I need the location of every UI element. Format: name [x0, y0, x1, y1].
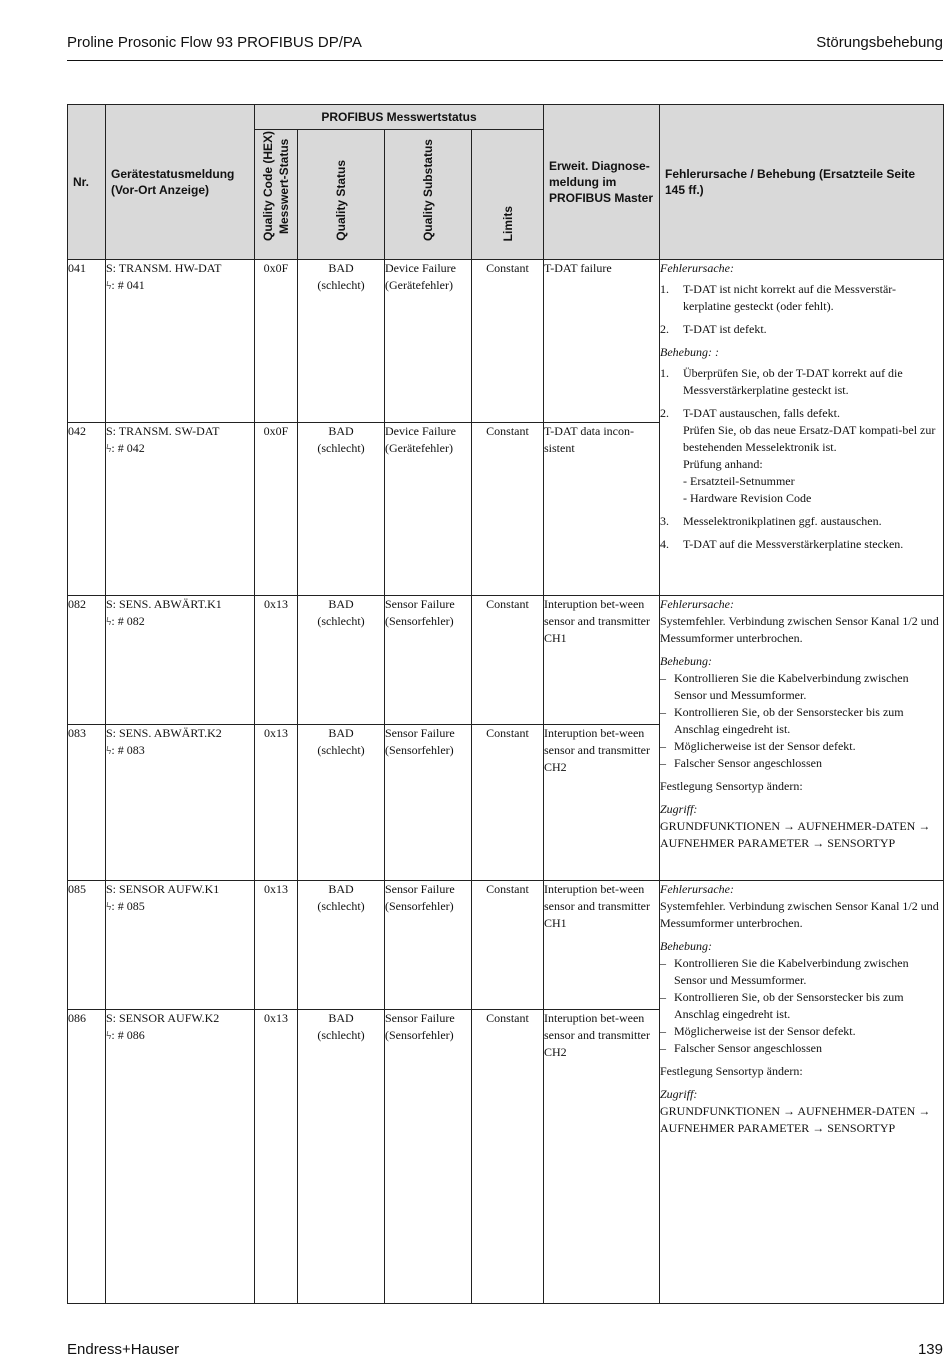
row-quality-substatus: Device Failure (Gerätefehler) [385, 423, 472, 596]
header-title: Proline Prosonic Flow 93 PROFIBUS DP/PA [67, 34, 362, 51]
row-limits: Constant [472, 596, 544, 725]
col-nr: Nr. [68, 105, 106, 260]
row-limits: Constant [472, 881, 544, 1010]
row-diagnosis: Interuption bet-ween sensor and transmitter CH1 [544, 881, 660, 1010]
cause-remedy-sensor-downstream: Fehlerursache: Systemfehler. Verbindung zwischen Sensor Kanal 1/2 und Messumformer unterbrochen. Behebung: – Kontrollieren Sie die Kabelverbindung zwischen Sensor und Messumformer. – Kontrollieren Sie, ob der Sensorstecker bis zum Anschlag eingedreht ist. – Möglicherweise ist der Sensor defekt. – Falscher Sensor angeschlossen Festlegung Sensortyp ändern: Zugriff: GRUNDFUNKTIONEN → AUFNEHMER-DATEN → AUFNEHMER PARAMETER → SENSORTYP [660, 596, 944, 881]
footer-brand: Endress+Hauser [67, 1341, 180, 1358]
row-quality-code: 0x13 [255, 596, 298, 725]
row-nr: 041 [68, 260, 106, 423]
row-nr: 082 [68, 596, 106, 725]
row-diagnosis: Interuption bet-ween sensor and transmitter CH2 [544, 1010, 660, 1304]
row-quality-code: 0x0F [255, 260, 298, 423]
row-limits: Constant [472, 260, 544, 423]
col-quality-substatus: Quality Substatus [385, 130, 472, 260]
row-quality-status: BAD (schlecht) [298, 1010, 385, 1304]
row-quality-code: 0x13 [255, 725, 298, 881]
row-message: S: SENSOR AUFW.K2 ϟ: # 086 [106, 1010, 255, 1304]
col-quality-status: Quality Status [298, 130, 385, 260]
col-diagnosis: Erweit. Diagnose-meldung im PROFIBUS Master [544, 105, 660, 260]
row-quality-status: BAD (schlecht) [298, 596, 385, 725]
row-quality-code: 0x0F [255, 423, 298, 596]
cause-remedy-sensor-upstream: Fehlerursache: Systemfehler. Verbindung zwischen Sensor Kanal 1/2 und Messumformer unterbrochen. Behebung: – Kontrollieren Sie die Kabelverbindung zwischen Sensor und Messumformer. – Kontrollieren Sie, ob der Sensorstecker bis zum Anschlag eingedreht ist. – Möglicherweise ist der Sensor defekt. – Falscher Sensor angeschlossen Festlegung Sensortyp ändern: Zugriff: GRUNDFUNKTIONEN → AUFNEHMER-DATEN → AUFNEHMER PARAMETER → SENSORTYP [660, 881, 944, 1304]
table-row [68, 881, 944, 1010]
row-diagnosis: T-DAT failure [544, 260, 660, 423]
row-limits: Constant [472, 423, 544, 596]
row-message: S: SENSOR AUFW.K1 ϟ: # 085 [106, 881, 255, 1010]
row-nr: 083 [68, 725, 106, 881]
row-message: S: SENS. ABWÄRT.K1 ϟ: # 082 [106, 596, 255, 725]
row-diagnosis: Interuption bet-ween sensor and transmitter CH2 [544, 725, 660, 881]
row-nr: 085 [68, 881, 106, 1010]
row-quality-substatus: Sensor Failure (Sensorfehler) [385, 881, 472, 1010]
row-quality-substatus: Device Failure (Gerätefehler) [385, 260, 472, 423]
row-quality-code: 0x13 [255, 1010, 298, 1304]
row-nr: 086 [68, 1010, 106, 1304]
row-message: S: SENS. ABWÄRT.K2 ϟ: # 083 [106, 725, 255, 881]
row-message: S: TRANSM. HW-DAT ϟ: # 041 [106, 260, 255, 423]
row-quality-substatus: Sensor Failure (Sensorfehler) [385, 1010, 472, 1304]
cause-remedy-tdat: Fehlerursache: 1. T-DAT ist nicht korrekt auf die Messverstär-kerplatine gesteckt (oder fehlt). 2. T-DAT ist defekt. Behebung: : 1. Überprüfen Sie, ob der T-DAT korrekt auf die Messverstärkerplatine gesteckt ist. 2. T-DAT austauschen, falls defekt. Prüfen Sie, ob das neue Ersatz-DAT kompati-bel zur bestehenden Messelektronik ist. Prüfung anhand: - Ersatzteil-Setnummer - Hardware Revision Code 3. Messelektronikplatinen ggf. austauschen. 4. T-DAT auf die Messverstärkerplatine stecken. [660, 260, 944, 596]
table-row [68, 260, 944, 423]
col-message: Gerätestatusmeldung (Vor-Ort Anzeige) [106, 105, 255, 260]
col-quality-code: Quality Code (HEX) Messwert-Status [255, 130, 298, 260]
row-quality-status: BAD (schlecht) [298, 881, 385, 1010]
row-diagnosis: Interuption bet-ween sensor and transmitter CH1 [544, 596, 660, 725]
row-quality-status: BAD (schlecht) [298, 260, 385, 423]
page-number: 139 [917, 1341, 943, 1358]
col-cause: Fehlerursache / Behebung (Ersatzteile Seite 145 ff.) [660, 105, 944, 260]
row-limits: Constant [472, 1010, 544, 1304]
row-limits: Constant [472, 725, 544, 881]
table-row [68, 596, 944, 725]
row-nr: 042 [68, 423, 106, 596]
error-table [67, 104, 944, 1304]
page-header [67, 34, 943, 61]
page-footer [67, 1341, 943, 1358]
row-diagnosis: T-DAT data incon-sistent [544, 423, 660, 596]
row-quality-code: 0x13 [255, 881, 298, 1010]
row-message: S: TRANSM. SW-DAT ϟ: # 042 [106, 423, 255, 596]
row-quality-status: BAD (schlecht) [298, 725, 385, 881]
header-section: Störungsbehebung [816, 34, 943, 51]
row-quality-substatus: Sensor Failure (Sensorfehler) [385, 725, 472, 881]
row-quality-substatus: Sensor Failure (Sensorfehler) [385, 596, 472, 725]
col-limits: Limits [472, 130, 544, 260]
row-quality-status: BAD (schlecht) [298, 423, 385, 596]
col-group-profibus: PROFIBUS Messwertstatus [255, 105, 544, 130]
